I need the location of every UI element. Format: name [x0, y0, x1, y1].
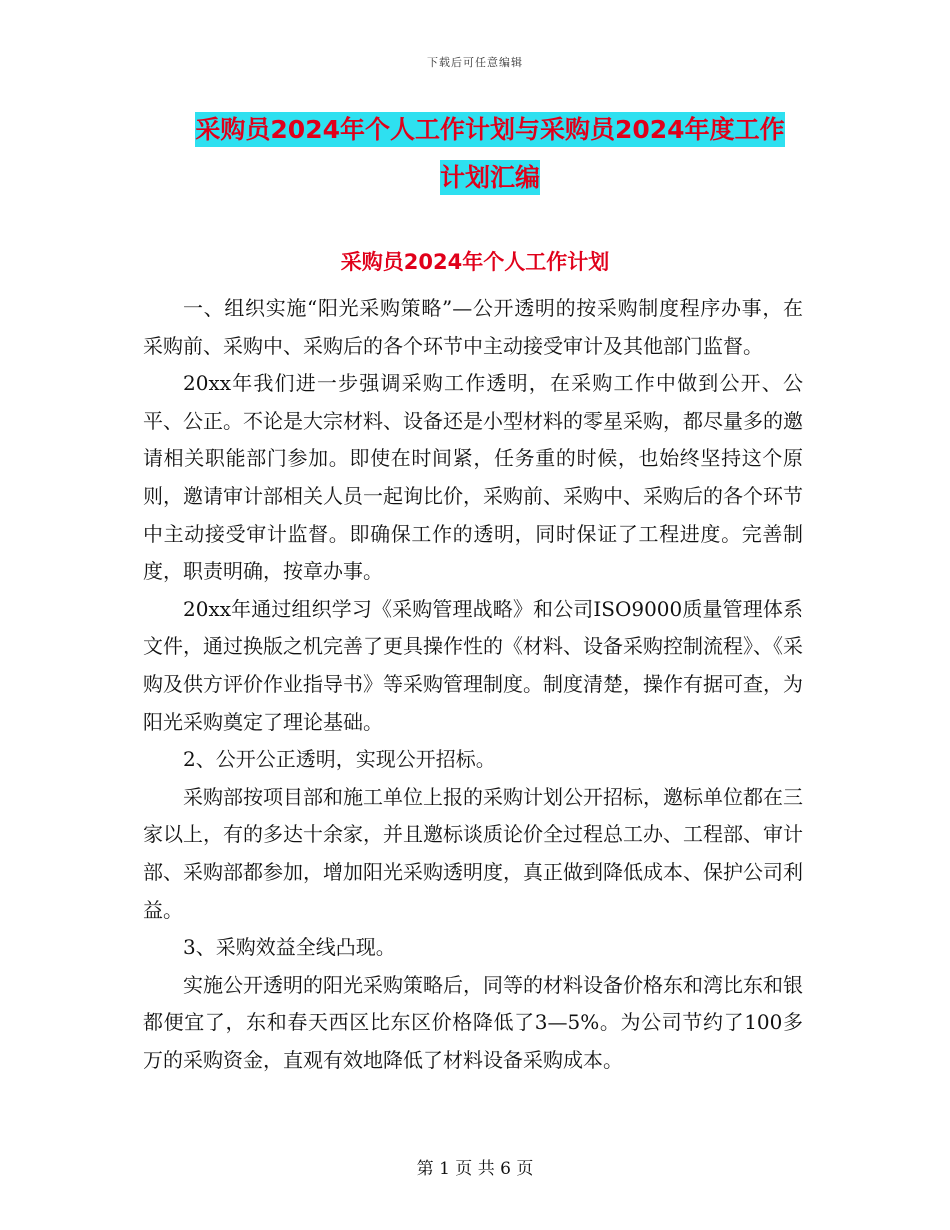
- paragraph: 实施公开透明的阳光采购策略后，同等的材料设备价格东和湾比东和银都便宜了，东和春天西区比东区价格降低了3—5%。为公司节约了100多万的采购资金，直观有效地降低了材料设备采购成本。: [143, 972, 803, 1072]
- body-text: [143, 290, 803, 1079]
- header-note: 下载后可任意编辑: [427, 56, 523, 69]
- document-title: [140, 106, 840, 202]
- paragraph: 3、采购效益全线凸现。: [183, 935, 396, 960]
- paragraph: 一、组织实施“阳光采购策略”—公开透明的按采购制度程序办事，在采购前、采购中、采购后的各个环节中主动接受审计及其他部门监督。: [143, 296, 803, 358]
- paragraph: 采购部按项目部和施工单位上报的采购计划公开招标，邀标单位都在三家以上，有的多达十余家，并且邀标谈质论价全过程总工办、工程部、审计部、采购部都参加，增加阳光采购透明度，真正做到降低成本、保护公司利益。: [143, 784, 803, 922]
- document-title-line-1: 采购员2024年个人工作计划与采购员2024年度工作: [195, 112, 784, 147]
- page-number: 第 1 页 共 6 页: [416, 1159, 534, 1179]
- paragraph: 20xx年通过组织学习《采购管理战略》和公司ISO9000质量管理体系文件，通过换版之机完善了更具操作性的《材料、设备采购控制流程》、《采购及供方评价作业指导书》等采购管理制度。制度清楚，操作有据可查，为阳光采购奠定了理论基础。: [143, 596, 803, 734]
- document-title-line-2: 计划汇编: [440, 160, 540, 195]
- section-title: 采购员2024年个人工作计划: [340, 250, 610, 274]
- page-footer: [0, 1154, 950, 1179]
- paragraph: 2、公开公正透明，实现公开招标。: [183, 747, 496, 772]
- paragraph: 20xx年我们进一步强调采购工作透明，在采购工作中做到公开、公平、公正。不论是大宗材料、设备还是小型材料的零星采购，都尽量多的邀请相关职能部门参加。即使在时间紧，任务重的时候，也始终坚持这个原则，邀请审计部相关人员一起询比价，采购前、采购中、采购后的各个环节中主动接受审计监督。即确保工作的透明，同时保证了工程进度。完善制度，职责明确，按章办事。: [143, 371, 803, 584]
